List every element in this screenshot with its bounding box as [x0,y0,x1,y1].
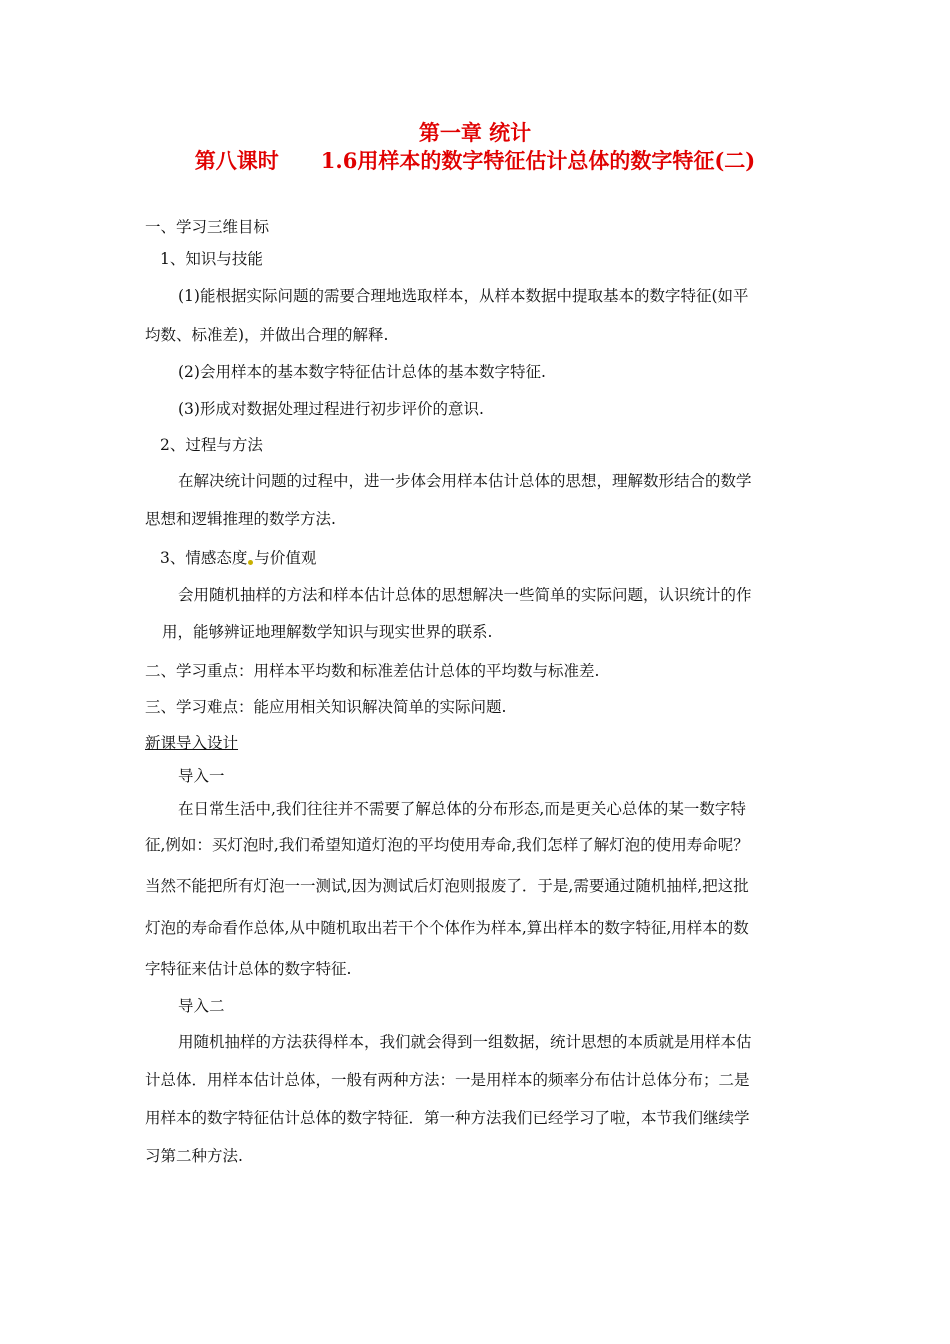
intro1-text-c: 当然不能把所有灯泡一一测试,因为测试后灯泡则报废了．于是,需要通过随机抽样,把这批 [145,877,749,895]
chapter-title: 第一章 统计 [418,120,532,145]
goal-1b: 均数、标准差)，并做出合理的解释. [145,326,389,344]
attitude-text-a: 会用随机抽样的方法和样本估计总体的思想解决一些简单的实际问题，认识统计的作 [178,586,752,604]
section3-difficulties: 三、学习难点：能应用相关知识解决简单的实际问题. [145,698,507,716]
section1-heading: 一、学习三维目标 [145,218,270,236]
intro1-label: 导入一 [178,767,225,785]
intro2-text-a: 用随机抽样的方法获得样本，我们就会得到一组数据，统计思想的本质就是用样本估 [178,1033,752,1051]
attitude-label-b: 与价值观 [254,549,317,567]
intro2-text-d: 习第二种方法. [145,1147,243,1165]
mark-dot [248,560,253,565]
section2-key-points: 二、学习重点：用样本平均数和标准差估计总体的平均数与标准差. [145,662,600,680]
goal-3: (3)形成对数据处理过程进行初步评价的意识. [178,400,484,418]
process-text-b: 思想和逻辑推理的数学方法. [145,510,336,528]
intro2-text-b: 计总体．用样本估计总体，一般有两种方法：一是用样本的频率分布估计总体分布；二是 [145,1071,750,1089]
subsection-knowledge: 1、知识与技能 [160,250,263,268]
intro1-text-a: 在日常生活中,我们往往并不需要了解总体的分布形态,而是更关心总体的某一数字特 [178,800,746,818]
attitude-text-b: 用，能够辨证地理解数学知识与现实世界的联系. [162,623,493,641]
subsection-attitude [160,547,316,569]
attitude-label-a: 3、情感态度 [160,549,248,567]
lesson-title: 第八课时 1.6用样本的数字特征估计总体的数字特征(二) [194,148,756,173]
intro-heading: 新课导入设计 [145,734,239,752]
intro2-text-c: 用样本的数字特征估计总体的数字特征．第一种方法我们已经学习了啦，本节我们继续学 [145,1109,750,1127]
goal-2: (2)会用样本的基本数字特征估计总体的基本数字特征. [178,363,546,381]
intro1-text-d: 灯泡的寿命看作总体,从中随机取出若干个个体作为样本,算出样本的数字特征,用样本的数 [145,919,749,937]
intro1-text-e: 字特征来估计总体的数字特征. [145,960,352,978]
intro1-text-b: 征,例如：买灯泡时,我们希望知道灯泡的平均使用寿命,我们怎样了解灯泡的使用寿命呢？ [145,836,749,854]
process-text-a: 在解决统计问题的过程中，进一步体会用样本估计总体的思想，理解数形结合的数学 [178,472,752,490]
subsection-process: 2、过程与方法 [160,436,263,454]
goal-1a: (1)能根据实际问题的需要合理地选取样本，从样本数据中提取基本的数字特征(如平 [178,287,749,305]
intro2-label: 导入二 [178,997,225,1015]
